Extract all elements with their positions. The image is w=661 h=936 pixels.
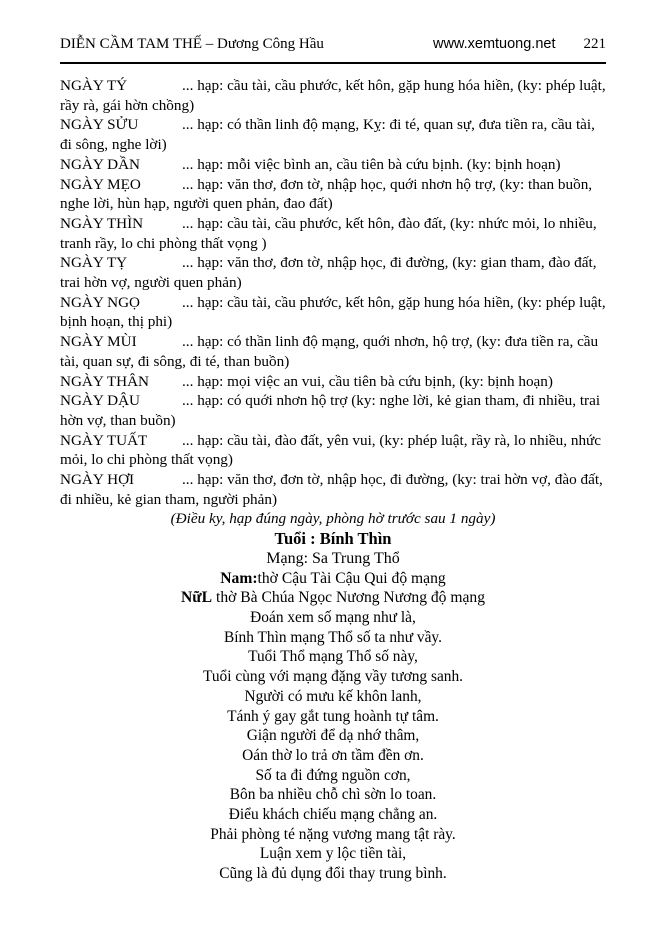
destiny-line: Mạng: Sa Trung Thổ [266,549,400,567]
day-entry-thin [60,214,606,253]
day-text: ... hạp: có thần linh độ mạng, Kỵ: đi té, quan sự, đưa tiền ra, cầu tài, đi sông, nghe lời) [60,116,595,154]
age-title: Tuổi : Bính Thìn [274,529,392,549]
day-entry-ngo [60,293,606,332]
day-text: ... hạp: văn thơ, đơn tờ, nhập học, đi đường, (ky: trai hờn vợ, đào đất, đi nhiều, kẻ gian tham, người phản) [60,471,603,508]
poem-line: Đoán xem số mạng như là, [250,608,416,626]
day-label: NGÀY TUẤT [60,431,148,449]
day-text: ... hạp: có quới nhơn hộ trợ (ky: nghe lời, kẻ gian tham, đi nhiều, trai hờn vợ, than buồn) [60,392,601,429]
day-entry-mui [60,332,606,371]
poem-line: Người có mưu kế khôn lanh, [244,687,422,705]
poem-line: Oán thờ lo trả ơn tầm đền ơn. [242,746,424,764]
day-label: NGÀY TÝ [60,77,128,94]
poem-line: Tuổi Thổ mạng Thổ số này, [248,648,418,666]
day-text: ... hạp: có thần linh độ mạng, quới nhơn, hộ trợ, (ky: đưa tiền ra, cầu tài, quan sự, đi sông, đi té, than buồn) [60,333,599,370]
day-label: NGÀY DẦN [60,155,141,173]
male-text: thờ Cậu Tài Cậu Qui độ mạng [257,569,446,587]
day-text: ... hạp: cầu tài, cầu phước, kết hôn, gặp hung hóa hiền, (ky: phép luật, rầy rà, gái hờn chồng) [60,77,606,114]
poem-line: Cũng là đủ dụng đổi thay trung bình. [219,865,447,883]
day-text: ... hạp: văn thơ, đơn tờ, nhập học, quới nhơn hộ trợ, (ky: than buồn, nghe lời, hùn hạp, người quen phản, đao đất) [60,175,593,213]
book-title: DIỄN CẦM TAM THẾ – Dương Công Hầu [60,36,324,52]
day-entry-dau [60,391,606,430]
day-label: NGÀY THÌN [60,214,144,232]
day-entry-suu [60,115,606,154]
day-entry-than [60,372,606,392]
poem-line: Điểu khách chiếu mạng chẳng an. [228,806,438,824]
male-prefix: Nam: [220,569,258,587]
day-entry-meo [60,175,606,214]
day-text: ... hạp: cầu tài, đào đất, yên vui, (ky: phép luật, rầy rà, lo nhiều, nhức mỏi, lo chi phòng thất vọng) [60,431,602,469]
fortune-section [60,509,606,883]
male-worship-line [60,569,606,589]
poem-line: Bôn ba nhiều chỗ chì sờn lo toan. [229,786,437,804]
day-label: NGÀY TỴ [60,254,128,272]
day-entry-dan [60,155,606,175]
day-text: ... hạp: mọi việc an vui, cầu tiên bà cứu bịnh, (ky: bịnh hoạn) [182,372,553,390]
day-text: ... hạp: mỗi việc bình an, cầu tiên bà cứu bịnh. (ky: bịnh hoạn) [182,155,561,173]
website-url: www.xemtuong.net [432,36,556,52]
poem-line: Số ta đi đứng nguồn cơn, [255,766,411,784]
poem-line: Phải phòng té nặng vương mang tật rày. [210,825,456,843]
female-text: thờ Bà Chúa Ngọc Nương Nương độ mạng [216,589,486,607]
header-right [433,36,606,53]
day-label: NGÀY MÙI [60,333,137,351]
poem-line: Giận người để dạ nhớ thâm, [246,727,420,745]
note-line: (Điều ky, hạp đúng ngày, phòng hờ trước sau 1 ngày) [170,510,496,528]
day-label: NGÀY THÂN [60,372,150,390]
day-entry-ty [60,76,606,115]
day-label: NGÀY MẸO [60,175,141,193]
page-header [60,36,606,64]
day-label: NGÀY HỢI [60,471,135,489]
day-text: ... hạp: cầu tài, cầu phước, kết hôn, gặp hung hóa hiền, (ky: phép luật, bịnh hoạn, thị phi) [60,293,606,331]
poem-line: Tuổi cùng với mạng đặng vầy tương sanh. [202,668,464,686]
day-label: NGÀY NGỌ [60,293,141,311]
day-label: NGÀY SỬU [60,116,139,134]
poem-line: Bính Thìn mạng Thổ số ta như vầy. [224,628,442,646]
poem-line: Luận xem y lộc tiền tài, [259,845,407,863]
day-entry-hoi [60,470,606,509]
day-entry-tuat [60,431,606,470]
day-entry-ti [60,253,606,292]
day-text: ... hạp: văn thơ, đơn tờ, nhập học, đi đường, (ky: gian tham, đào đất, trai hờn vợ, người quen phản) [60,254,597,292]
poem-line: Tánh ý gay gắt tung hoành tự tâm. [227,707,439,725]
female-prefix: NữL [180,589,212,607]
day-label: NGÀY DẬU [60,392,141,410]
female-worship-line [60,588,606,608]
page-content [60,64,606,884]
page-number: 221 [583,36,606,52]
day-text: ... hạp: cầu tài, cầu phước, kết hôn, đào đất, (ky: nhức mỏi, lo nhiều, tranh rầy, lo chi phòng thất vọng ) [60,214,597,252]
